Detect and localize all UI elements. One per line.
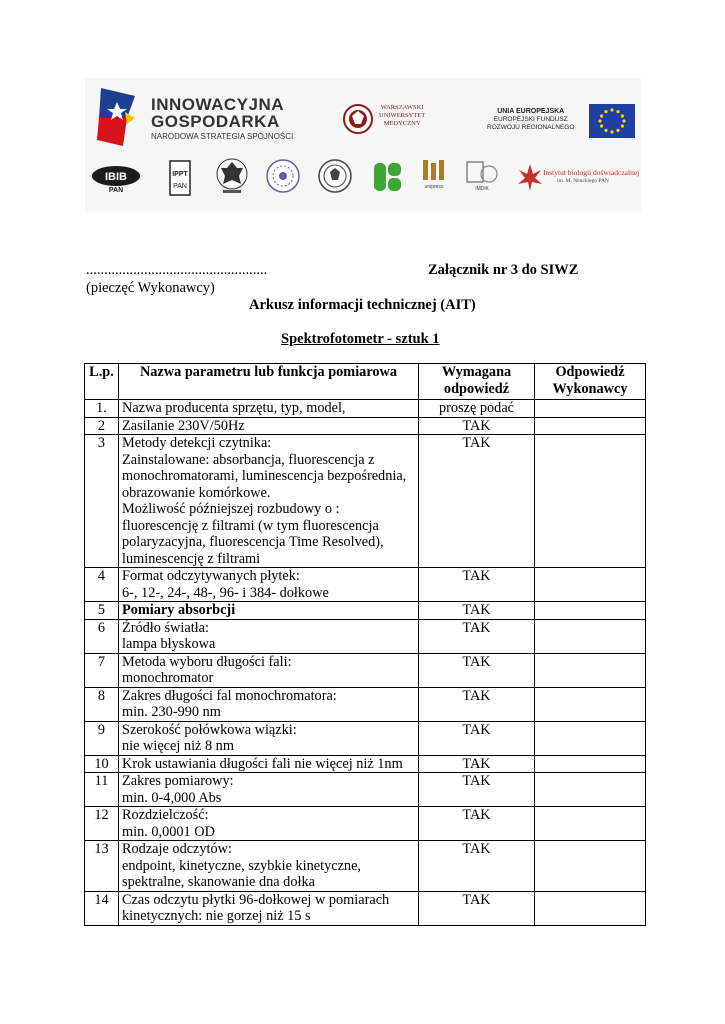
eu-line2: EUROPEJSKI FUNDUSZ xyxy=(493,116,568,123)
table-row xyxy=(85,687,646,721)
ibib-pan-icon xyxy=(91,164,141,194)
row-lp: 14 xyxy=(85,891,119,925)
ig-line2: GOSPODARKA xyxy=(151,112,280,131)
svg-text:PAN: PAN xyxy=(173,183,187,190)
document-subtitle: Spektrofotometr - sztuk 1 xyxy=(281,331,440,347)
table-row xyxy=(85,435,646,568)
row-lp: 3 xyxy=(85,435,119,568)
row-name: Pomiary absorbcji xyxy=(119,602,419,620)
row-required: TAK xyxy=(419,891,535,925)
svg-text:IBIB: IBIB xyxy=(105,171,127,183)
row-required: TAK xyxy=(419,721,535,755)
header-answer: Odpowiedź Wykonawcy xyxy=(535,364,646,400)
stamp-label: (pieczęć Wykonawcy) xyxy=(86,280,215,296)
ippt-pan-logo xyxy=(169,160,191,196)
row-answer-cell[interactable] xyxy=(535,602,646,620)
row-lp: 5 xyxy=(85,602,119,620)
round-seal-icon xyxy=(265,158,301,194)
row-required: TAK xyxy=(419,755,535,773)
row-name: Metoda wyboru długości fali: monochromator xyxy=(119,653,419,687)
logo-band xyxy=(85,78,641,212)
row-name: Źródło światła: lampa błyskowa xyxy=(119,619,419,653)
row-lp: 7 xyxy=(85,653,119,687)
unipress-icon xyxy=(419,158,449,184)
instytut-line1: Instytut biologii doświadczalnej xyxy=(543,168,640,177)
wum-crest-icon xyxy=(343,102,373,136)
uw-logo xyxy=(215,156,249,196)
imdik-logo xyxy=(465,160,499,192)
wum-line2: UNIWERSYTET xyxy=(379,112,426,119)
row-required: TAK xyxy=(419,435,535,568)
row-answer-cell[interactable] xyxy=(535,687,646,721)
table-row xyxy=(85,417,646,435)
row-lp: 10 xyxy=(85,755,119,773)
header-name: Nazwa parametru lub funkcja pomiarowa xyxy=(119,364,419,400)
unipress-caption: unipress xyxy=(424,184,444,190)
row-name: Metody detekcji czytnika: Zainstalowane: absorbancja, fluorescencja z monochromatorami, luminescencja bezpośrednia, obrazowanie komórkowe. Możliwość późniejszej rozbudowy o : fluorescencję z filtrami (w tym fluorescencja polaryzacyjna, fluorescencja Time Resolved), luminescencję z filtrami xyxy=(119,435,419,568)
table-header-row xyxy=(85,364,646,400)
row-required: proszę podać xyxy=(419,400,535,418)
table-row xyxy=(85,602,646,620)
row-answer-cell[interactable] xyxy=(535,721,646,755)
row-answer-cell[interactable] xyxy=(535,400,646,418)
ig-line1: INNOWACYJNA xyxy=(151,95,285,114)
innowacyjna-gospodarka-logo-icon xyxy=(97,88,137,146)
green-blocks-logo xyxy=(373,162,403,192)
wum-line3: MEDYCZNY xyxy=(383,120,421,127)
row-lp: 2 xyxy=(85,417,119,435)
table-row xyxy=(85,568,646,602)
row-lp: 8 xyxy=(85,687,119,721)
ippt-pan-icon xyxy=(169,160,191,196)
row-answer-cell[interactable] xyxy=(535,891,646,925)
innowacyjna-gospodarka-text xyxy=(151,96,293,141)
row-name: Format odczytywanych płytek: 6-, 12-, 24-, 48-, 96- i 384- dołkowe xyxy=(119,568,419,602)
stamp-dots: .................................................. xyxy=(86,262,268,278)
row-name: Zasilanie 230V/50Hz xyxy=(119,417,419,435)
table-row xyxy=(85,721,646,755)
row-answer-cell[interactable] xyxy=(535,773,646,807)
instytut-biologii-text xyxy=(543,168,639,186)
row-name: Szerokość połówkowa wiązki: nie więcej niż 8 nm xyxy=(119,721,419,755)
row-name: Zakres pomiarowy: min. 0-4,000 Abs xyxy=(119,773,419,807)
row-answer-cell[interactable] xyxy=(535,619,646,653)
table-row xyxy=(85,891,646,925)
eu-line1: UNIA EUROPEJSKA xyxy=(497,108,565,115)
document-title: Arkusz informacji technicznej (AIT) xyxy=(249,297,476,313)
table-row xyxy=(85,755,646,773)
table-row xyxy=(85,653,646,687)
row-name: Nazwa producenta sprzętu, typ, model, xyxy=(119,400,419,418)
imdik-caption: IMDiK xyxy=(475,186,489,192)
row-lp: 12 xyxy=(85,807,119,841)
seal-logo-1 xyxy=(265,158,301,194)
seal-logo-2 xyxy=(317,158,353,194)
ait-table xyxy=(84,363,646,926)
wum-text xyxy=(379,104,425,128)
row-required: TAK xyxy=(419,417,535,435)
table-row xyxy=(85,400,646,418)
row-answer-cell[interactable] xyxy=(535,755,646,773)
svg-text:IPPT: IPPT xyxy=(172,171,188,178)
instytut-line2: im. M. Nenckiego PAN xyxy=(557,178,609,184)
eu-line3: ROZWOJU REGIONALNEGO xyxy=(487,124,575,131)
row-required: TAK xyxy=(419,773,535,807)
instytut-biologii-logo xyxy=(517,162,543,192)
row-answer-cell[interactable] xyxy=(535,417,646,435)
row-answer-cell[interactable] xyxy=(535,807,646,841)
attachment-label: Załącznik nr 3 do SIWZ xyxy=(428,262,579,278)
eu-text xyxy=(487,108,574,132)
row-name: Zakres długości fal monochromatora: min. 230-990 nm xyxy=(119,687,419,721)
row-answer-cell[interactable] xyxy=(535,568,646,602)
row-lp: 13 xyxy=(85,841,119,892)
row-required: TAK xyxy=(419,807,535,841)
row-required: TAK xyxy=(419,687,535,721)
row-answer-cell[interactable] xyxy=(535,841,646,892)
wum-line1: WARSZAWSKI xyxy=(380,104,424,111)
row-required: TAK xyxy=(419,619,535,653)
header-required: Wymagana odpowiedź xyxy=(419,364,535,400)
uw-eagle-icon xyxy=(215,156,249,196)
row-required: TAK xyxy=(419,602,535,620)
table-row xyxy=(85,841,646,892)
row-name: Czas odczytu płytki 96-dołkowej w pomiarach kinetycznych: nie gorzej niż 15 s xyxy=(119,891,419,925)
row-required: TAK xyxy=(419,568,535,602)
round-seal-icon xyxy=(317,158,353,194)
row-lp: 9 xyxy=(85,721,119,755)
row-name: Rozdzielczość: min. 0,0001 OD xyxy=(119,807,419,841)
row-lp: 11 xyxy=(85,773,119,807)
row-required: TAK xyxy=(419,841,535,892)
row-answer-cell[interactable] xyxy=(535,435,646,568)
nencki-icon xyxy=(517,162,543,192)
imdik-icon xyxy=(465,160,499,186)
table-row xyxy=(85,773,646,807)
row-required: TAK xyxy=(419,653,535,687)
ig-line3: NARODOWA STRATEGIA SPÓJNOŚCI xyxy=(151,132,294,141)
row-name: Rodzaje odczytów: endpoint, kinetyczne, szybkie kinetyczne, spektralne, skanowanie dna dołka xyxy=(119,841,419,892)
svg-text:PAN: PAN xyxy=(108,187,124,194)
table-row xyxy=(85,619,646,653)
eu-flag-icon xyxy=(589,104,635,138)
row-lp: 1. xyxy=(85,400,119,418)
green-blocks-icon xyxy=(373,162,403,192)
ibib-pan-logo xyxy=(91,164,141,194)
table-row xyxy=(85,807,646,841)
row-lp: 4 xyxy=(85,568,119,602)
row-answer-cell[interactable] xyxy=(535,653,646,687)
unipress-logo xyxy=(419,158,449,190)
header-lp: L.p. xyxy=(85,364,119,400)
row-lp: 6 xyxy=(85,619,119,653)
row-name: Krok ustawiania długości fali nie więcej niż 1nm xyxy=(119,755,419,773)
